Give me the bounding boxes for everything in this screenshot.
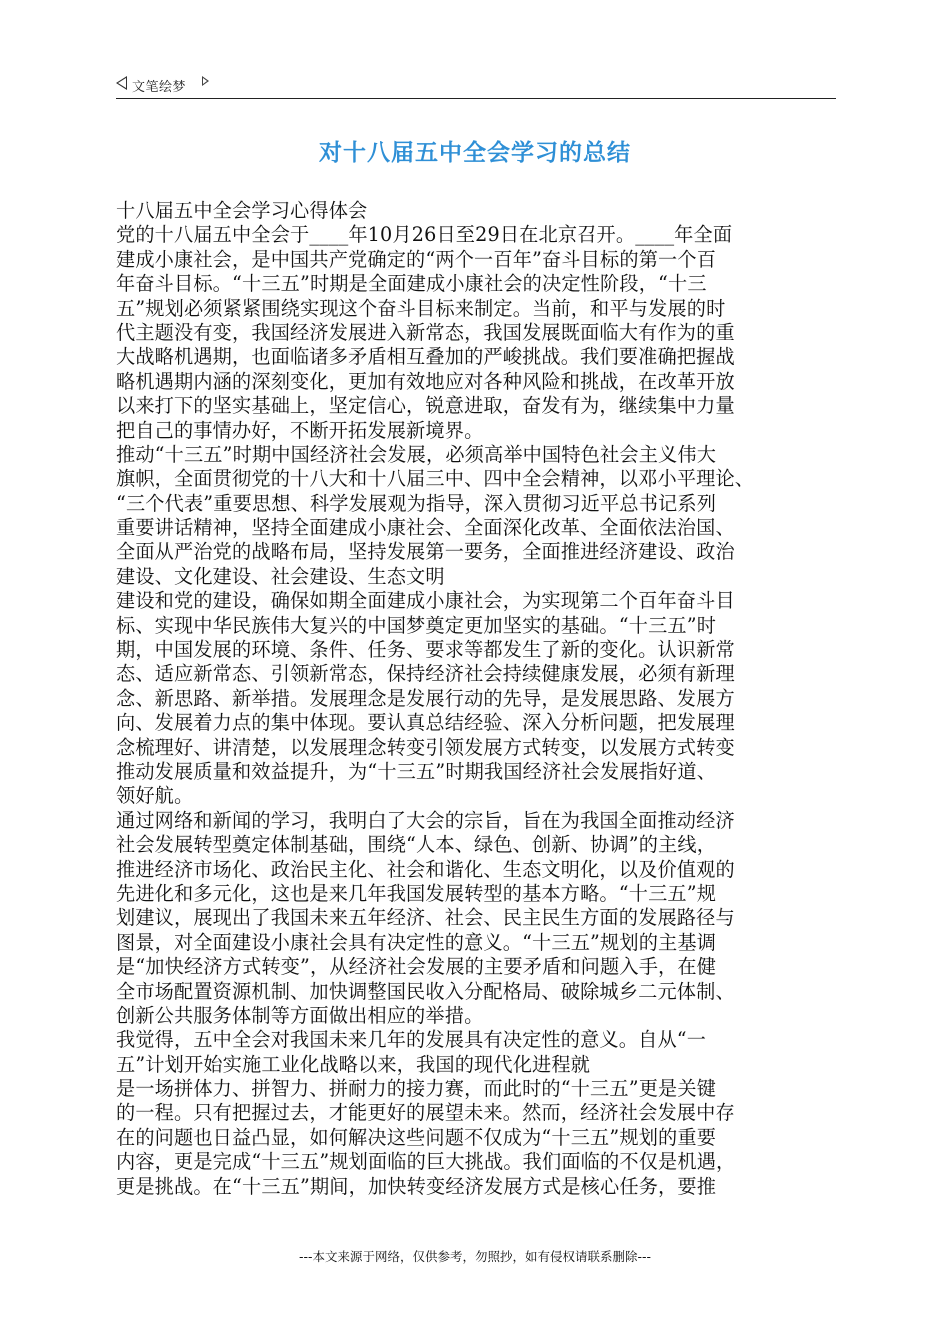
text-line: 社会发展转型奠定体制基础，围绕“人本、绿色、创新、协调”的主线，	[116, 833, 717, 857]
text-line: 重要讲话精神，坚持全面建成小康社会、全面深化改革、全面依法治国、	[116, 516, 735, 540]
text-line: 是“加快经济方式转变”，从经济社会发展的主要矛盾和问题入手，在健	[116, 955, 717, 979]
text-line: 大战略机遇期，也面临诸多矛盾相互叠加的严峻挑战。我们要准确把握战	[116, 345, 735, 369]
text-line: 五”规划必须紧紧围绕实现这个奋斗目标来制定。当前，和平与发展的时	[116, 296, 726, 320]
document-body	[116, 199, 856, 1199]
page-header	[116, 72, 836, 99]
text-line: 通过网络和新闻的学习，我明白了大会的宗旨，旨在为我国全面推动经济	[116, 808, 735, 832]
text-line: 十八届五中全会学习心得体会	[116, 199, 368, 222]
text-line: 图景，对全面建设小康社会具有决定性的意义。“十三五”规划的主基调	[116, 930, 717, 954]
text-line: 建设和党的建设，确保如期全面建成小康社会，为实现第二个百年奋斗目	[116, 589, 735, 613]
text-line: 推动“十三五”时期中国经济社会发展，必须高举中国特色社会主义伟大	[116, 442, 717, 466]
triangle-left-icon	[116, 76, 127, 90]
text-line: 领好航。	[116, 784, 194, 808]
text-line: 在的问题也日益凸显，如何解决这些问题不仅成为“十三五”规划的重要	[116, 1125, 717, 1149]
text-line: 的一程。只有把握过去，才能更好的展望未来。然而，经济社会发展中存	[116, 1101, 735, 1125]
text-line: 五”计划开始实施工业化战略以来，我国的现代化进程就	[116, 1052, 591, 1076]
text-line: 略机遇期内涵的深刻变化，更加有效地应对各种风险和挑战，在改革开放	[116, 369, 735, 393]
text-line: 全市场配置资源机制、加快调整国民收入分配格局、破除城乡二元体制、	[116, 979, 735, 1003]
text-line: 更是挑战。在“十三五”期间，加快转变经济发展方式是核心任务，要推	[116, 1174, 717, 1198]
text-line: 把自己的事情办好，不断开拓发展新境界。	[116, 418, 484, 442]
text-line: 念、新思路、新举措。发展理念是发展行动的先导，是发展思路、发展方	[116, 686, 735, 710]
text-line: 建设、文化建设、社会建设、生态文明	[116, 564, 445, 588]
triangle-right-icon	[202, 76, 209, 86]
text-line: 标、实现中华民族伟大复兴的中国梦奠定更加坚实的基础。“十三五”时	[116, 613, 717, 637]
text-line: 划建议，展现出了我国未来五年经济、社会、民主民生方面的发展路径与	[116, 906, 735, 930]
text-line: 以来打下的坚实基础上，坚定信心，锐意进取，奋发有为，继续集中力量	[116, 394, 735, 418]
text-line: 念梳理好、讲清楚，以发展理念转变引领发展方式转变，以发展方式转变	[116, 735, 735, 759]
text-line: 旗帜，全面贯彻党的十八大和十八届三中、四中全会精神，以邓小平理论、	[116, 467, 755, 491]
text-line: 党的十八届五中全会于____年10月26日至29日在北京召开。____年全面	[116, 223, 733, 247]
text-line: 态、适应新常态、引领新常态，保持经济社会持续健康发展，必须有新理	[116, 662, 735, 686]
text-line: 向、发展着力点的集中体现。要认真总结经验、深入分析问题，把发展理	[116, 711, 735, 735]
text-line: 推动发展质量和效益提升，为“十三五”时期我国经济社会发展指好道、	[116, 759, 717, 783]
brand-label: 文笔绘梦	[132, 80, 187, 95]
document-title: 对十八届五中全会学习的总结	[319, 140, 631, 166]
text-line: 期，中国发展的环境、条件、任务、要求等都发生了新的变化。认识新常	[116, 638, 735, 662]
text-line: 代主题没有变，我国经济发展进入新常态，我国发展既面临大有作为的重	[116, 320, 735, 344]
text-line: 我觉得，五中全会对我国未来几年的发展具有决定性的意义。自从“一	[116, 1028, 707, 1052]
text-line: 建成小康社会，是中国共产党确定的“两个一百年”奋斗目标的第一个百	[116, 247, 717, 271]
text-line: 是一场拼体力、拼智力、拼耐力的接力赛，而此时的“十三五”更是关键	[116, 1077, 717, 1101]
text-line: “三个代表”重要思想、科学发展观为指导，深入贯彻习近平总书记系列	[116, 491, 717, 515]
text-line: 内容，更是完成“十三五”规划面临的巨大挑战。我们面临的不仅是机遇，	[116, 1150, 736, 1174]
text-line: 创新公共服务体制等方面做出相应的举措。	[116, 1003, 484, 1027]
text-line: 先进化和多元化，这也是来几年我国发展转型的基本方略。“十三五”规	[116, 881, 717, 905]
text-line: 年奋斗目标。“十三五”时期是全面建成小康社会的决定性阶段，“十三	[116, 272, 707, 296]
page-footer-disclaimer: ---本文来源于网络，仅供参考，勿照抄，如有侵权请联系删除---	[298, 1249, 652, 1264]
text-line: 全面从严治党的战略布局，坚持发展第一要务，全面推进经济建设、政治	[116, 540, 735, 564]
text-line: 推进经济市场化、政治民主化、社会和谐化、生态文明化，以及价值观的	[116, 857, 735, 881]
